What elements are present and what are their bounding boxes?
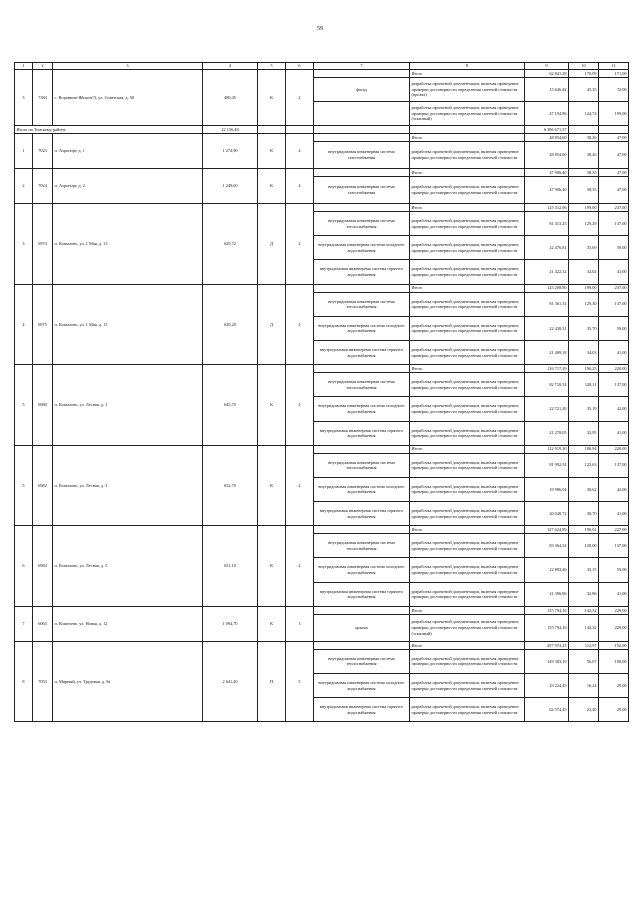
total-label: Итого: [410, 169, 525, 177]
work-system: внутридомовая инженерная система холодного водоснабжения: [314, 674, 410, 698]
work-max: 137,00: [599, 212, 629, 236]
work-max: 41,00: [599, 421, 629, 445]
page-number: 59: [317, 26, 323, 32]
row-number: 2: [15, 169, 33, 204]
total-label: Итого: [410, 134, 525, 142]
row-number: 4: [15, 284, 33, 365]
work-sum: 62 574,45: [525, 698, 569, 722]
work-sum: 22 438,31: [525, 316, 569, 340]
district-blank-2: [286, 126, 314, 134]
work-description: разработка проектной документации, включая проведение проверки достоверности определения сметной стоимости: [410, 316, 525, 340]
total-label: Итого: [410, 641, 525, 649]
house-address: п. Копылово, ул. Лесная, д. 1: [53, 365, 203, 446]
work-max: 29,00: [599, 674, 629, 698]
block-total-row: [15, 204, 629, 212]
work-max: 137,00: [599, 292, 629, 316]
work-sum: 48 854,60: [525, 142, 569, 169]
work-sum: 15 646,42: [525, 78, 569, 102]
work-description: разработка проектной документации, включая проведение проверки достоверности определения сметной стоимости (проект): [410, 78, 525, 102]
total-label: Итого: [410, 70, 525, 78]
work-description: разработка проектной документации, включая проведение проверки достоверности определения сметной стоимости: [410, 212, 525, 236]
work-sum: 22 721,20: [525, 397, 569, 421]
house-address: п. Копылово, ул. 1 Мая, д. 15: [53, 284, 203, 365]
house-type: К: [258, 365, 286, 446]
work-sum: 81 992,54: [525, 453, 569, 477]
work-sum: 22 476,81: [525, 236, 569, 260]
row-number: 3: [15, 204, 33, 285]
work-max: 42,00: [599, 397, 629, 421]
system-blank: [314, 526, 410, 534]
total-label: Итого: [410, 526, 525, 534]
house-floors: 3: [286, 606, 314, 641]
header-cell-6: 6: [286, 63, 314, 70]
work-max: 41,00: [599, 340, 629, 364]
house-area: 480,45: [203, 70, 258, 126]
block-total-row: [15, 169, 629, 177]
work-sum: 47 906,40: [525, 177, 569, 204]
house-address: п. Мирный, ул. Трудовая, д. 9а: [53, 641, 203, 722]
house-code: 7024: [33, 169, 53, 204]
row-number: 7: [15, 606, 33, 641]
work-description: разработка проектной документации, включая проведение проверки достоверности определения сметной стоимости (эскизный): [410, 614, 525, 641]
house-code: 6974: [33, 204, 53, 285]
total-sum: 127 624,89: [525, 526, 569, 534]
work-description: разработка проектной документации, включая проведение проверки достоверности определения сметной стоимости: [410, 260, 525, 284]
work-system: внутридомовая инженерная система теплоснабжения: [314, 212, 410, 236]
work-sum: 21 396,86: [525, 582, 569, 606]
system-blank: [314, 134, 410, 142]
work-sum: 20 040,72: [525, 502, 569, 526]
system-blank: [314, 365, 410, 373]
total-per-m2: 196,01: [569, 526, 599, 534]
district-blank-6: [599, 126, 629, 134]
work-description: разработка проектной документации, включая проведение проверки достоверности определения сметной стоимости: [410, 453, 525, 477]
work-system: внутридомовая инженерная система горячего водоснабжения: [314, 582, 410, 606]
system-blank: [314, 445, 410, 453]
house-code: 7384: [33, 70, 53, 126]
work-sum: 155 794,16: [525, 614, 569, 641]
work-per-m2: 142,32: [569, 614, 599, 641]
district-blank-1: [258, 126, 286, 134]
house-floors: 2: [286, 526, 314, 607]
house-floors: 4: [286, 134, 314, 169]
work-description: разработка проектной документации, включая проведение проверки достоверности определения сметной стоимости: [410, 582, 525, 606]
house-code: 7053: [33, 641, 53, 722]
header-cell-1: 1: [15, 63, 33, 70]
header-cell-11: 11: [599, 63, 629, 70]
cost-table: [14, 62, 629, 722]
total-label: Итого: [410, 365, 525, 373]
work-per-m2: 35,15: [569, 558, 599, 582]
work-system: внутридомовая инженерная система горячего водоснабжения: [314, 340, 410, 364]
work-max: 137,00: [599, 534, 629, 558]
work-description: разработка проектной документации, включая проведение проверки достоверности определения сметной стоимости: [410, 142, 525, 169]
work-sum: 149 303,19: [525, 649, 569, 673]
house-code: 6975: [33, 284, 53, 365]
house-type: К: [258, 134, 286, 169]
total-max: 47,00: [599, 134, 629, 142]
district-total-row: [15, 126, 629, 134]
system-blank: [314, 70, 410, 78]
house-floors: 5: [286, 641, 314, 722]
district-total-area: 22 156,48: [203, 126, 258, 134]
work-system: внутридомовая инженерная система холодного водоснабжения: [314, 477, 410, 501]
block-total-row: [15, 284, 629, 292]
house-type: К: [258, 70, 286, 126]
work-description: разработка проектной документации, включая проведение проверки достоверности определения сметной стоимости: [410, 558, 525, 582]
total-per-m2: 38,35: [569, 169, 599, 177]
work-description: разработка проектной документации, включая проведение проверки достоверности определения сметной стоимости: [410, 534, 525, 558]
work-sum: 43 224,45: [525, 674, 569, 698]
header-row: [15, 63, 629, 70]
total-label: Итого: [410, 606, 525, 614]
system-blank: [314, 169, 410, 177]
total-per-m2: 170,09: [569, 70, 599, 78]
system-blank: [314, 204, 410, 212]
house-type: К: [258, 606, 286, 641]
block-total-row: [15, 134, 629, 142]
house-address: п. Копылово, ул. Лесная, д. 3: [53, 445, 203, 526]
house-code: 7023: [33, 134, 53, 169]
total-sum: 297 974,25: [525, 641, 569, 649]
work-max: 41,00: [599, 502, 629, 526]
total-max: 227,00: [599, 526, 629, 534]
work-per-m2: 128,11: [569, 373, 599, 397]
row-number: 6: [15, 526, 33, 607]
work-per-m2: 38,35: [569, 177, 599, 204]
total-per-m2: 186,94: [569, 445, 599, 453]
work-per-m2: 129,29: [569, 212, 599, 236]
work-system: внутридомовая инженерная система горячего водоснабжения: [314, 502, 410, 526]
work-description: разработка проектной документации, включая проведение проверки достоверности определения сметной стоимости: [410, 292, 525, 316]
total-max: 171,00: [599, 70, 629, 78]
work-max: 41,00: [599, 260, 629, 284]
work-max: 72,00: [599, 78, 629, 102]
header-cell-5: 5: [258, 63, 286, 70]
house-address: п. Аэропорт, д. 1: [53, 134, 203, 169]
house-type: Д: [258, 204, 286, 285]
house-area: 1 274,90: [203, 134, 258, 169]
work-system: внутридомовая инженерная система газоснабжения: [314, 142, 410, 169]
work-max: 59,00: [599, 558, 629, 582]
total-per-m2: 112,97: [569, 641, 599, 649]
house-area: 652,70: [203, 445, 258, 526]
total-sum: 126 717,29: [525, 365, 569, 373]
total-label: Итого: [410, 204, 525, 212]
work-max: 137,00: [599, 453, 629, 477]
work-description: разработка проектной документации, включая проведение проверки достоверности определения сметной стоимости (эскизный): [410, 102, 525, 126]
work-description: разработка проектной документации, включая проведение проверки достоверности определения сметной стоимости: [410, 649, 525, 673]
work-per-m2: 30,62: [569, 477, 599, 501]
house-code: 6063: [33, 606, 53, 641]
work-max: 199,00: [599, 102, 629, 126]
block-total-row: [15, 606, 629, 614]
work-per-m2: 32,86: [569, 582, 599, 606]
work-system: внутридомовая инженерная система холодного водоснабжения: [314, 236, 410, 260]
house-address: п. Аэропорт, д. 2: [53, 169, 203, 204]
house-area: 645,70: [203, 365, 258, 446]
row-number: 1: [15, 134, 33, 169]
header-cell-9: 9: [525, 63, 569, 70]
work-per-m2: 16,24: [569, 674, 599, 698]
total-max: 229,00: [599, 606, 629, 614]
work-max: 47,00: [599, 177, 629, 204]
house-floors: 2: [286, 70, 314, 126]
total-max: 47,00: [599, 169, 629, 177]
work-sum: 21 422,32: [525, 260, 569, 284]
header-cell-7: 7: [314, 63, 410, 70]
house-area: 1 249,60: [203, 169, 258, 204]
house-area: 2 641,20: [203, 641, 258, 722]
work-system: крыша: [314, 614, 410, 641]
work-per-m2: 38,26: [569, 142, 599, 169]
work-per-m2: 129,30: [569, 292, 599, 316]
total-sum: 47 906,40: [525, 169, 569, 177]
work-system: [314, 102, 410, 126]
work-per-m2: 35,19: [569, 397, 599, 421]
work-sum: 47 194,86: [525, 102, 569, 126]
total-sum: 155 794,16: [525, 606, 569, 614]
house-code: 6982: [33, 445, 53, 526]
house-type: П: [258, 641, 286, 722]
work-system: внутридомовая инженерная система теплоснабжения: [314, 453, 410, 477]
work-per-m2: 34,03: [569, 340, 599, 364]
work-system: внутридомовая инженерная система холодного водоснабжения: [314, 397, 410, 421]
house-floors: 4: [286, 169, 314, 204]
work-sum: 21 409,18: [525, 340, 569, 364]
house-address: п. Копылово, ул. Лесная, д. 5: [53, 526, 203, 607]
district-blank-5: [569, 126, 599, 134]
total-max: 237,00: [599, 284, 629, 292]
work-system: внутридомовая инженерная система газоснабжения: [314, 177, 410, 204]
total-per-m2: 38,26: [569, 134, 599, 142]
work-per-m2: 23,49: [569, 698, 599, 722]
work-per-m2: 30,70: [569, 502, 599, 526]
house-floors: 2: [286, 365, 314, 446]
house-code: 6980: [33, 365, 53, 446]
work-description: разработка проектной документации, включая проведение проверки достоверности определения сметной стоимости: [410, 397, 525, 421]
row-number: 5: [15, 365, 33, 446]
header-cell-4: 4: [203, 63, 258, 70]
work-description: разработка проектной документации, включая проведение проверки достоверности определения сметной стоимости: [410, 698, 525, 722]
work-sum: 82 718,54: [525, 373, 569, 397]
work-per-m2: 32,95: [569, 421, 599, 445]
work-max: 42,00: [599, 477, 629, 501]
work-sum: 22 883,20: [525, 558, 569, 582]
work-sum: 81 413,25: [525, 212, 569, 236]
row-number: 5: [15, 445, 33, 526]
block-total-row: [15, 445, 629, 453]
work-max: 29,00: [599, 698, 629, 722]
total-max: 152,00: [599, 641, 629, 649]
system-blank: [314, 284, 410, 292]
block-total-row: [15, 70, 629, 78]
work-system: внутридомовая инженерная система теплоснабжения: [314, 292, 410, 316]
work-system: внутридомовая инженерная система теплоснабжения: [314, 649, 410, 673]
work-description: разработка проектной документации, включая проведение проверки достоверности определения сметной стоимости: [410, 421, 525, 445]
total-per-m2: 142,32: [569, 606, 599, 614]
work-description: разработка проектной документации, включая проведение проверки достоверности определения сметной стоимости: [410, 236, 525, 260]
work-system: внутридомовая инженерная система теплоснабжения: [314, 534, 410, 558]
block-total-row: [15, 365, 629, 373]
system-blank: [314, 641, 410, 649]
work-system: внутридомовая инженерная система теплоснабжения: [314, 373, 410, 397]
row-number: 5: [15, 70, 33, 126]
house-floors: 2: [286, 204, 314, 285]
work-sum: 19 986,04: [525, 477, 569, 501]
house-type: Д: [258, 284, 286, 365]
house-type: К: [258, 445, 286, 526]
work-system: фасад: [314, 78, 410, 102]
work-system: внутридомовая инженерная система горячего водоснабжения: [314, 421, 410, 445]
work-max: 229,00: [599, 614, 629, 641]
work-description: разработка проектной документации, включая проведение проверки достоверности определения сметной стоимости: [410, 477, 525, 501]
work-max: 59,00: [599, 236, 629, 260]
work-system: внутридомовая инженерная система холодного водоснабжения: [314, 316, 410, 340]
work-system: внутридомовая инженерная система холодного водоснабжения: [314, 558, 410, 582]
house-area: 1 094,70: [203, 606, 258, 641]
house-floors: 2: [286, 445, 314, 526]
total-sum: 122 019,30: [525, 445, 569, 453]
header-cell-10: 10: [569, 63, 599, 70]
work-sum: 83 364,54: [525, 534, 569, 558]
work-max: 59,00: [599, 316, 629, 340]
work-per-m2: 124,74: [569, 102, 599, 126]
work-per-m2: 128,00: [569, 534, 599, 558]
work-sum: 21 278,05: [525, 421, 569, 445]
header-cell-3: 3: [53, 63, 203, 70]
house-area: 629,20: [203, 284, 258, 365]
house-address: с. Воронино-Яйское(?), ул. Советская, д. 50: [53, 70, 203, 126]
district-total-sum: 6 386 671,57: [525, 126, 569, 134]
district-blank-4: [410, 126, 525, 134]
work-max: 100,00: [599, 649, 629, 673]
work-description: разработка проектной документации, включая проведение проверки достоверности определения сметной стоимости: [410, 177, 525, 204]
work-system: внутридомовая инженерная система горячего водоснабжения: [314, 260, 410, 284]
total-label: Итого: [410, 445, 525, 453]
work-description: разработка проектной документации, включая проведение проверки достоверности определения сметной стоимости: [410, 340, 525, 364]
total-max: 237,00: [599, 204, 629, 212]
work-description: разработка проектной документации, включая проведение проверки достоверности определения сметной стоимости: [410, 373, 525, 397]
work-per-m2: 34,02: [569, 260, 599, 284]
house-area: 651,10: [203, 526, 258, 607]
work-per-m2: 35,70: [569, 316, 599, 340]
row-number: 8: [15, 641, 33, 722]
work-per-m2: 125,63: [569, 453, 599, 477]
system-blank: [314, 606, 410, 614]
total-per-m2: 199,00: [569, 284, 599, 292]
total-sum: 125 208,80: [525, 284, 569, 292]
total-label: Итого: [410, 284, 525, 292]
total-sum: 62 841,28: [525, 70, 569, 78]
house-floors: 2: [286, 284, 314, 365]
district-blank-3: [314, 126, 410, 134]
house-address: п. Кошелево, ул. Новая, д. 12: [53, 606, 203, 641]
work-per-m2: 56,07: [569, 649, 599, 673]
house-area: 629,72: [203, 204, 258, 285]
house-type: К: [258, 526, 286, 607]
block-total-row: [15, 526, 629, 534]
total-sum: 125 312,96: [525, 204, 569, 212]
work-per-m2: 45,35: [569, 78, 599, 102]
work-max: 137,00: [599, 373, 629, 397]
work-description: разработка проектной документации, включая проведение проверки достоверности определения сметной стоимости: [410, 502, 525, 526]
total-per-m2: 196,25: [569, 365, 599, 373]
total-per-m2: 199,00: [569, 204, 599, 212]
total-sum: 48 854,60: [525, 134, 569, 142]
header-cell-2: 2: [33, 63, 53, 70]
header-cell-8: 8: [410, 63, 525, 70]
block-total-row: [15, 641, 629, 649]
work-max: 47,00: [599, 142, 629, 169]
house-code: 6984: [33, 526, 53, 607]
work-description: разработка проектной документации, включая проведение проверки достоверности определения сметной стоимости: [410, 674, 525, 698]
house-type: К: [258, 169, 286, 204]
district-total-label: Итого по Томскому району: [15, 126, 203, 134]
total-max: 220,00: [599, 365, 629, 373]
work-max: 41,00: [599, 582, 629, 606]
work-sum: 81 361,31: [525, 292, 569, 316]
total-max: 220,00: [599, 445, 629, 453]
house-address: п. Копылово, ул. 1 Мая, д. 13: [53, 204, 203, 285]
work-system: внутридомовая инженерная система горячего водоснабжения: [314, 698, 410, 722]
work-per-m2: 35,69: [569, 236, 599, 260]
